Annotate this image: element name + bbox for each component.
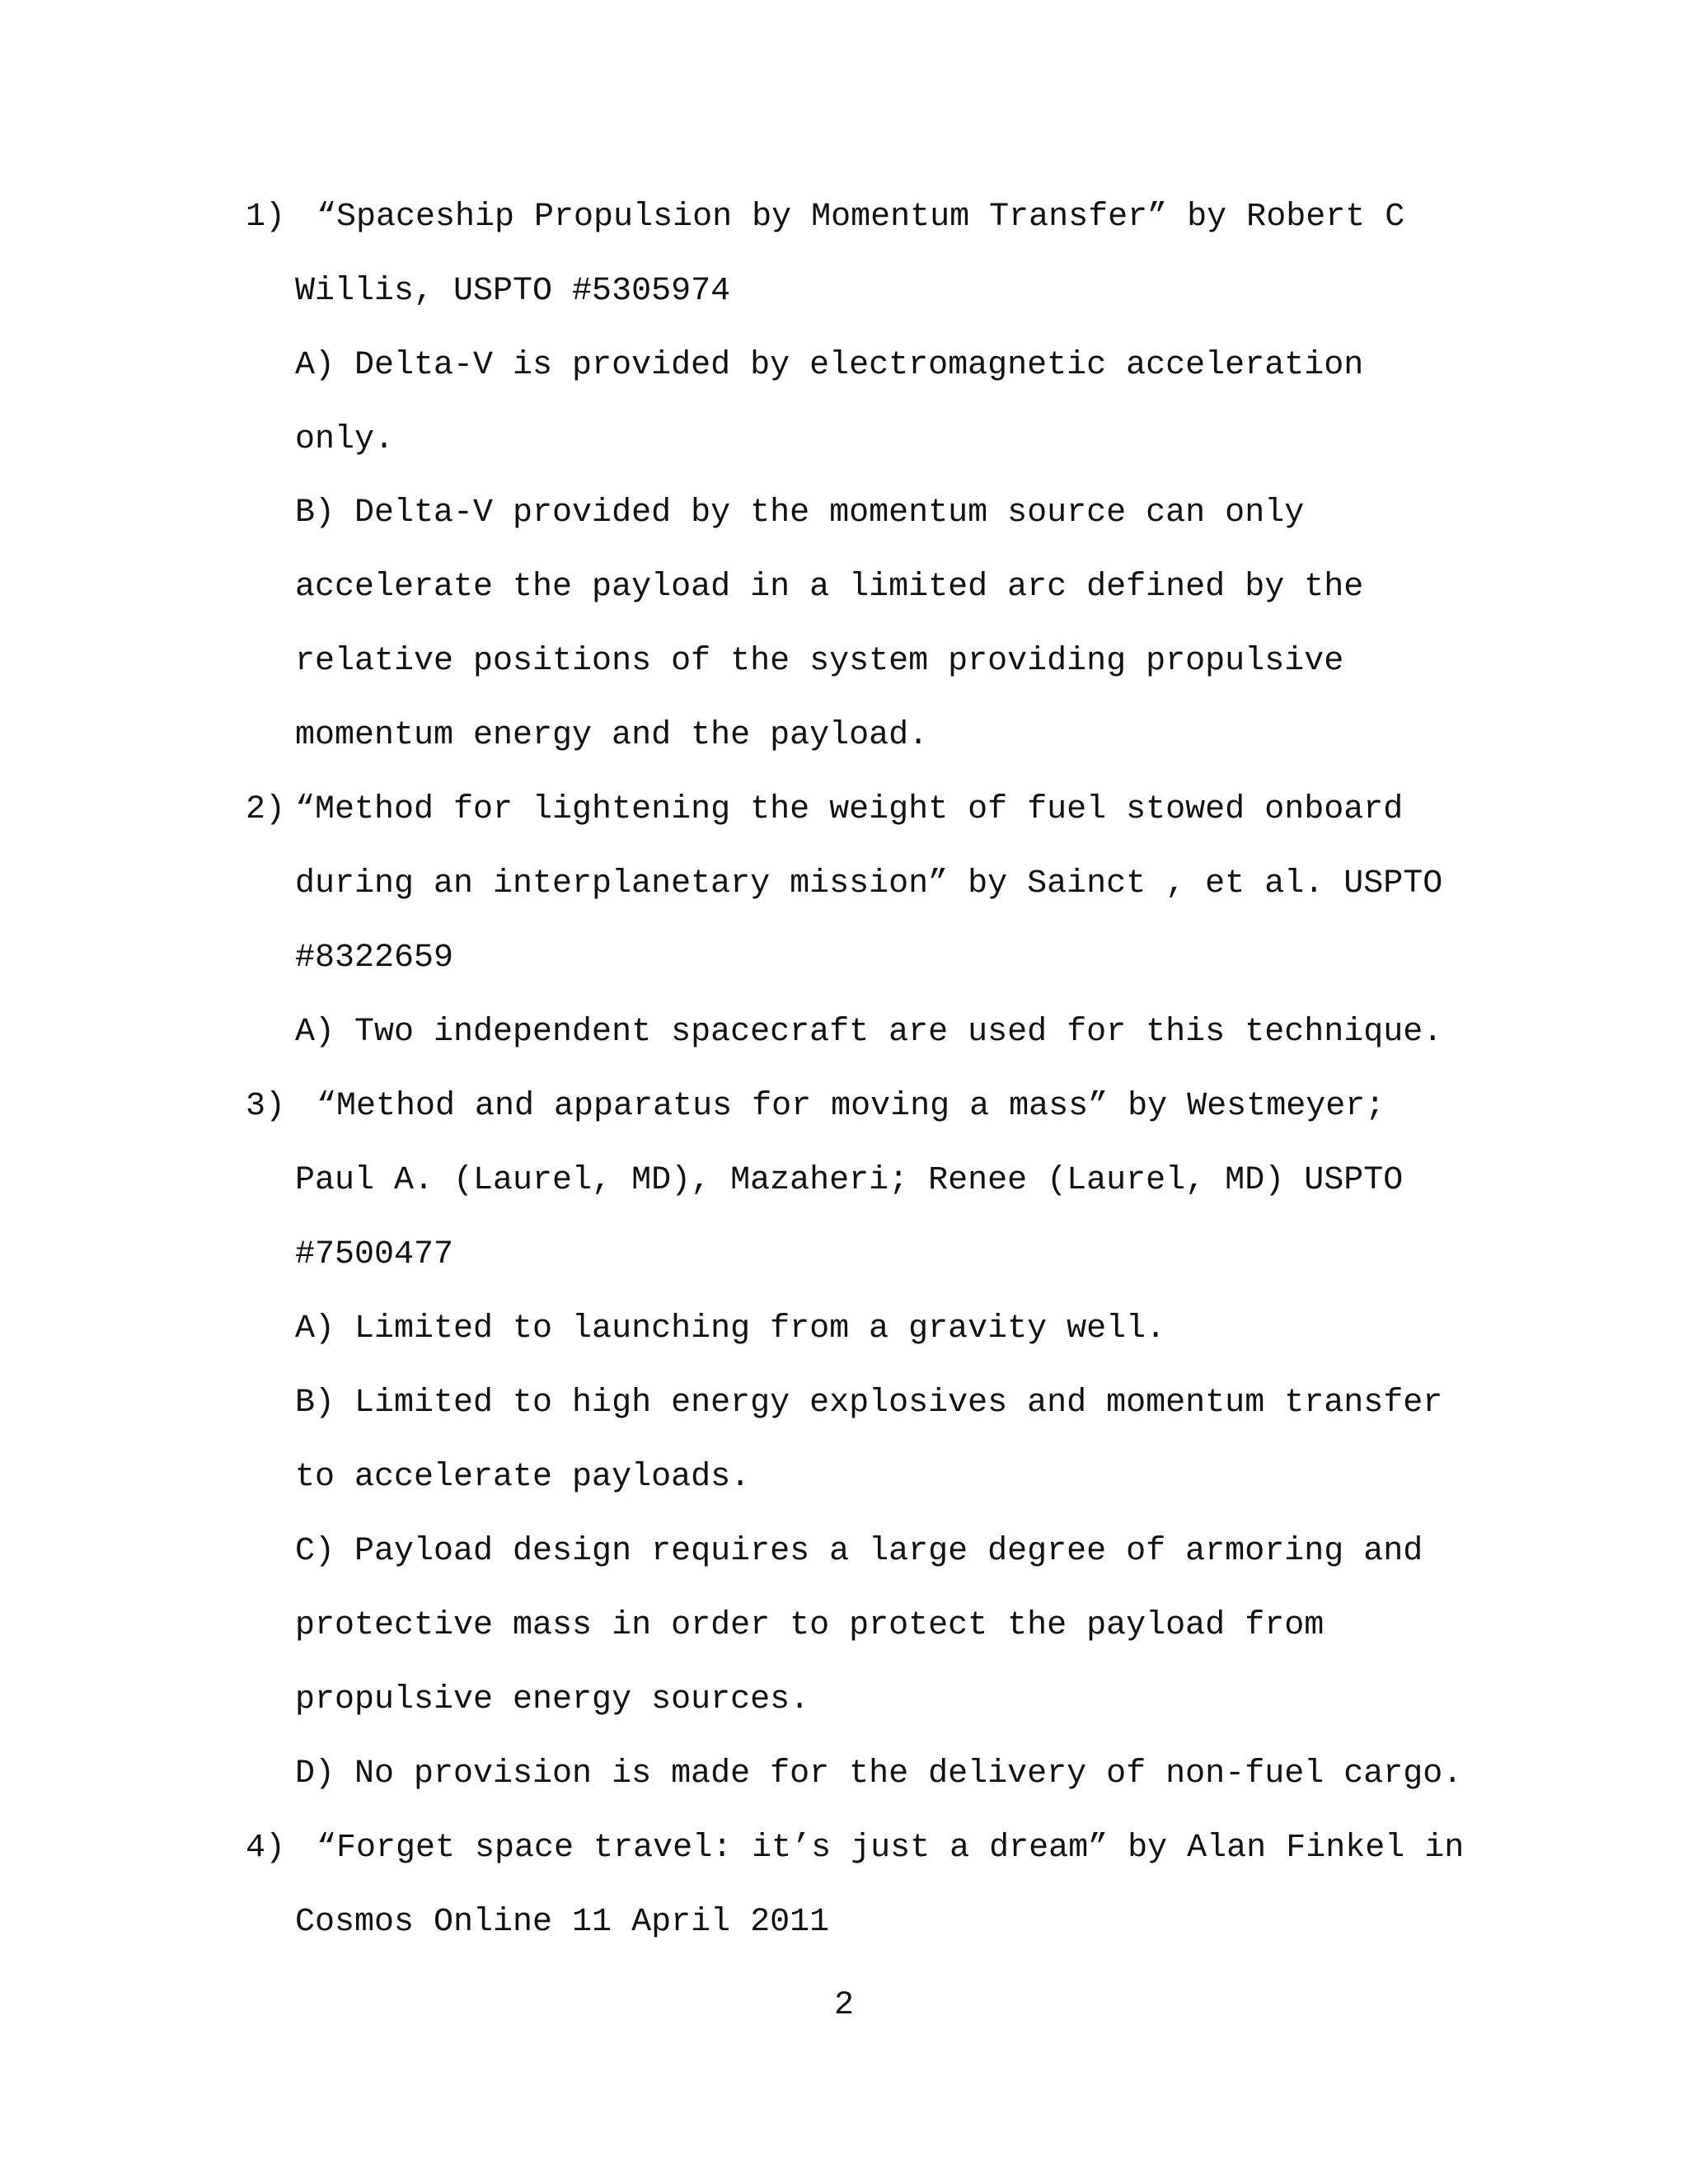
- reference-note-line: B) Limited to high energy explosives and momentum transfer: [295, 1385, 1443, 1422]
- reference-note-line: relative positions of the system providing propulsive: [295, 643, 1344, 680]
- reference-note-line: protective mass in order to protect the payload from: [295, 1607, 1325, 1644]
- reference-number: 2): [246, 791, 286, 828]
- reference-title-line: “Method for lightening the weight of fuel stowed onboard: [295, 791, 1404, 828]
- reference-title-line: Paul A. (Laurel, MD), Mazaheri; Renee (Laurel, MD) USPTO: [295, 1162, 1404, 1199]
- reference-note-line: propulsive energy sources.: [295, 1681, 810, 1718]
- reference-title-line: “Method and apparatus for moving a mass” by Westmeyer;: [316, 1088, 1386, 1125]
- reference-title-line: Cosmos Online 11 April 2011: [295, 1904, 830, 1941]
- reference-note-line: A) Two independent spacecraft are used for this technique.: [295, 1014, 1443, 1051]
- reference-note-line: A) Limited to launching from a gravity well.: [295, 1310, 1166, 1347]
- reference-note-line: to accelerate payloads.: [295, 1459, 751, 1496]
- reference-title-line: #8322659: [295, 940, 454, 977]
- reference-title-line: “Forget space travel: it’s just a dream” by Alan Finkel in: [316, 1830, 1465, 1867]
- reference-title-line: during an interplanetary mission” by Sainct , et al. USPTO: [295, 865, 1443, 902]
- reference-note-line: C) Payload design requires a large degree of armoring and: [295, 1533, 1423, 1570]
- reference-title-line: Willis, USPTO #5305974: [295, 273, 731, 310]
- reference-number: 1): [246, 199, 286, 236]
- reference-number: 3): [246, 1088, 286, 1125]
- page-number: 2: [833, 1987, 854, 2024]
- reference-title-line: #7500477: [295, 1236, 454, 1273]
- reference-note-line: accelerate the payload in a limited arc defined by the: [295, 569, 1364, 606]
- reference-note-line: A) Delta-V is provided by electromagnetic acceleration: [295, 347, 1364, 384]
- reference-note-line: only.: [295, 421, 395, 458]
- reference-note-line: D) No provision is made for the delivery of non-fuel cargo.: [295, 1755, 1463, 1793]
- reference-note-line: momentum energy and the payload.: [295, 717, 929, 754]
- reference-note-line: B) Delta-V provided by the momentum source can only: [295, 494, 1305, 532]
- reference-title-line: “Spaceship Propulsion by Momentum Transfer” by Robert C: [316, 199, 1405, 236]
- reference-number: 4): [246, 1830, 286, 1867]
